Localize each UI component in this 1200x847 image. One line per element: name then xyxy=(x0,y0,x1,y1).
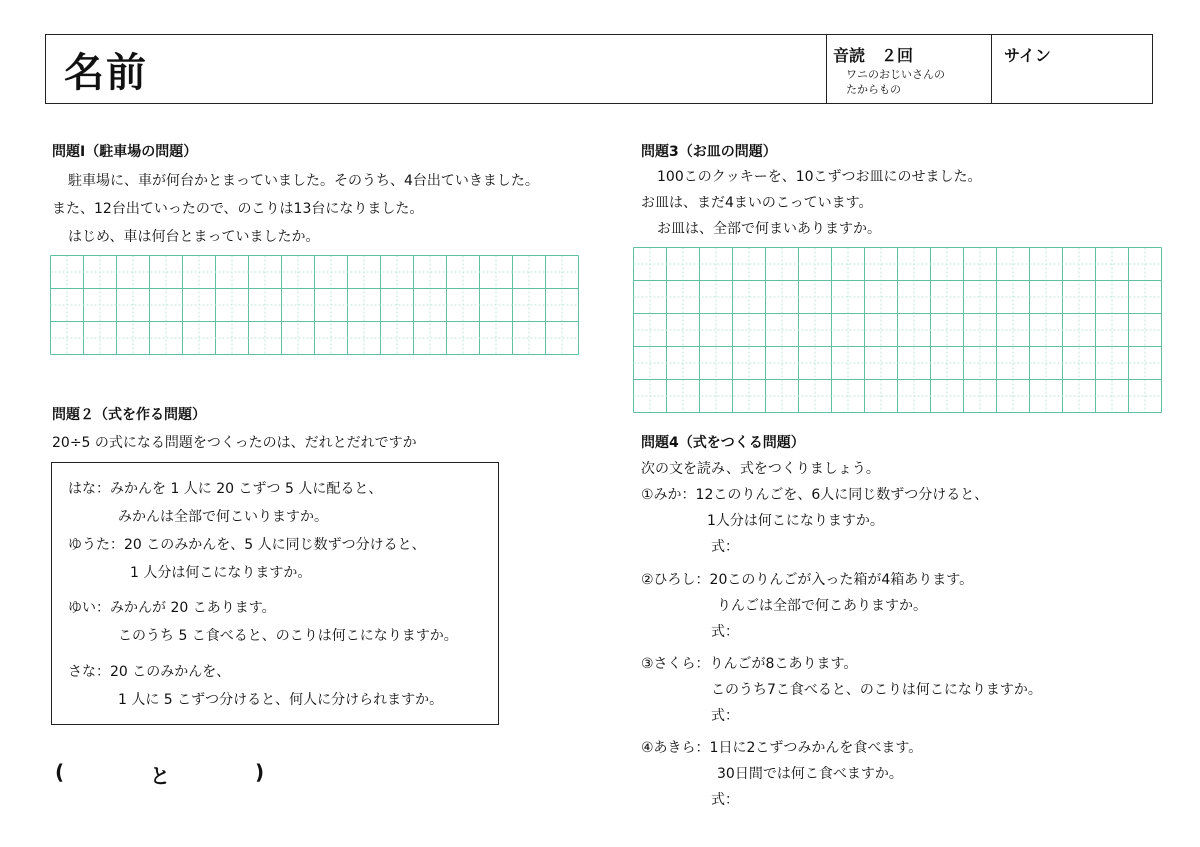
q1-line: はじめ、車は何台とまっていましたか。 xyxy=(68,229,320,245)
q3-line: お皿は、全部で何まいありますか。 xyxy=(657,221,881,237)
q4-item-akira: ④あきら：1日に2こずつみかんを食べます。 xyxy=(641,740,923,756)
q3-answer-grid[interactable] xyxy=(633,247,1164,414)
q4-intro: 次の文を読み、式をつくりましょう。 xyxy=(641,461,880,477)
q4-formula-label: 式： xyxy=(711,708,739,724)
q4-item-sakura: ③さくら：りんごが8こあります。 xyxy=(641,656,858,672)
q3-line: 100このクッキーを、10こずつお皿にのせました。 xyxy=(657,169,982,185)
q2-choice-sana: 1 人に 5 こずつ分けると、何人に分けられますか。 xyxy=(118,692,444,708)
q2-choice-yuta: 1 人分は何こになりますか。 xyxy=(130,565,312,581)
q4-formula-label: 式： xyxy=(711,624,739,640)
q2-choice-hana: みかんは全部で何こいりますか。 xyxy=(118,509,328,525)
q2-answer-open: ( xyxy=(55,760,65,784)
ondoku-subtitle-line: ワニのおじいさんの xyxy=(846,68,945,81)
q4-item-sakura: このうち7こ食べると、のこりは何こになりますか。 xyxy=(711,682,1042,698)
q2-answer-to: と xyxy=(150,764,170,788)
q2-title: 問題２（式を作る問題） xyxy=(52,407,206,423)
header-divider xyxy=(826,35,827,103)
q4-title: 問題4（式をつくる問題） xyxy=(641,435,805,451)
name-label: 名前 xyxy=(64,50,148,96)
q2-prompt: 20÷5 の式になる問題をつくったのは、だれとだれですか xyxy=(52,435,417,451)
q1-line: また、12台出ていったので、のこりは13台になりました。 xyxy=(52,201,424,217)
header-box xyxy=(45,34,1153,104)
q4-item-hiroshi: りんごは全部で何こありますか。 xyxy=(717,598,927,614)
q2-choice-sana: さな：20 このみかんを、 xyxy=(68,664,231,680)
q4-formula-label: 式： xyxy=(711,539,739,555)
ondoku-subtitle xyxy=(846,67,945,97)
header-divider xyxy=(991,35,992,103)
q4-item-akira: 30日間では何こ食べますか。 xyxy=(717,766,903,782)
q2-choice-yui: このうち 5 こ食べると、のこりは何こになりますか。 xyxy=(118,628,458,644)
q4-item-mika: 1人分は何こになりますか。 xyxy=(707,513,884,529)
q2-choice-yui: ゆい：みかんが 20 こあります。 xyxy=(68,600,276,616)
q2-choices-box xyxy=(51,462,499,725)
q4-item-hiroshi: ②ひろし：20このりんごが入った箱が4箱あります。 xyxy=(641,572,974,588)
q1-answer-grid[interactable] xyxy=(50,255,580,356)
q3-title: 問題3（お皿の問題） xyxy=(641,144,777,160)
q1-line: 駐車場に、車が何台かとまっていました。そのうち、4台出ていきました。 xyxy=(68,173,539,189)
q2-choice-yuta: ゆうた：20 このみかんを、5 人に同じ数ずつ分けると、 xyxy=(68,537,426,553)
sign-label: サイン xyxy=(1004,46,1051,65)
q4-formula-label: 式： xyxy=(711,792,739,808)
q3-line: お皿は、まだ4まいのこっています。 xyxy=(641,195,873,211)
q2-choice-hana: はな：みかんを 1 人に 20 こずつ 5 人に配ると、 xyxy=(68,481,383,497)
q2-answer-close: ) xyxy=(255,760,265,784)
q1-title: 問題Ⅰ（駐車場の問題） xyxy=(52,144,198,160)
ondoku-subtitle-line: たからもの xyxy=(846,83,901,96)
q4-item-mika: ①みか：12このりんごを、6人に同じ数ずつ分けると、 xyxy=(641,487,989,503)
ondoku-label: 音読 ２回 xyxy=(833,46,914,65)
